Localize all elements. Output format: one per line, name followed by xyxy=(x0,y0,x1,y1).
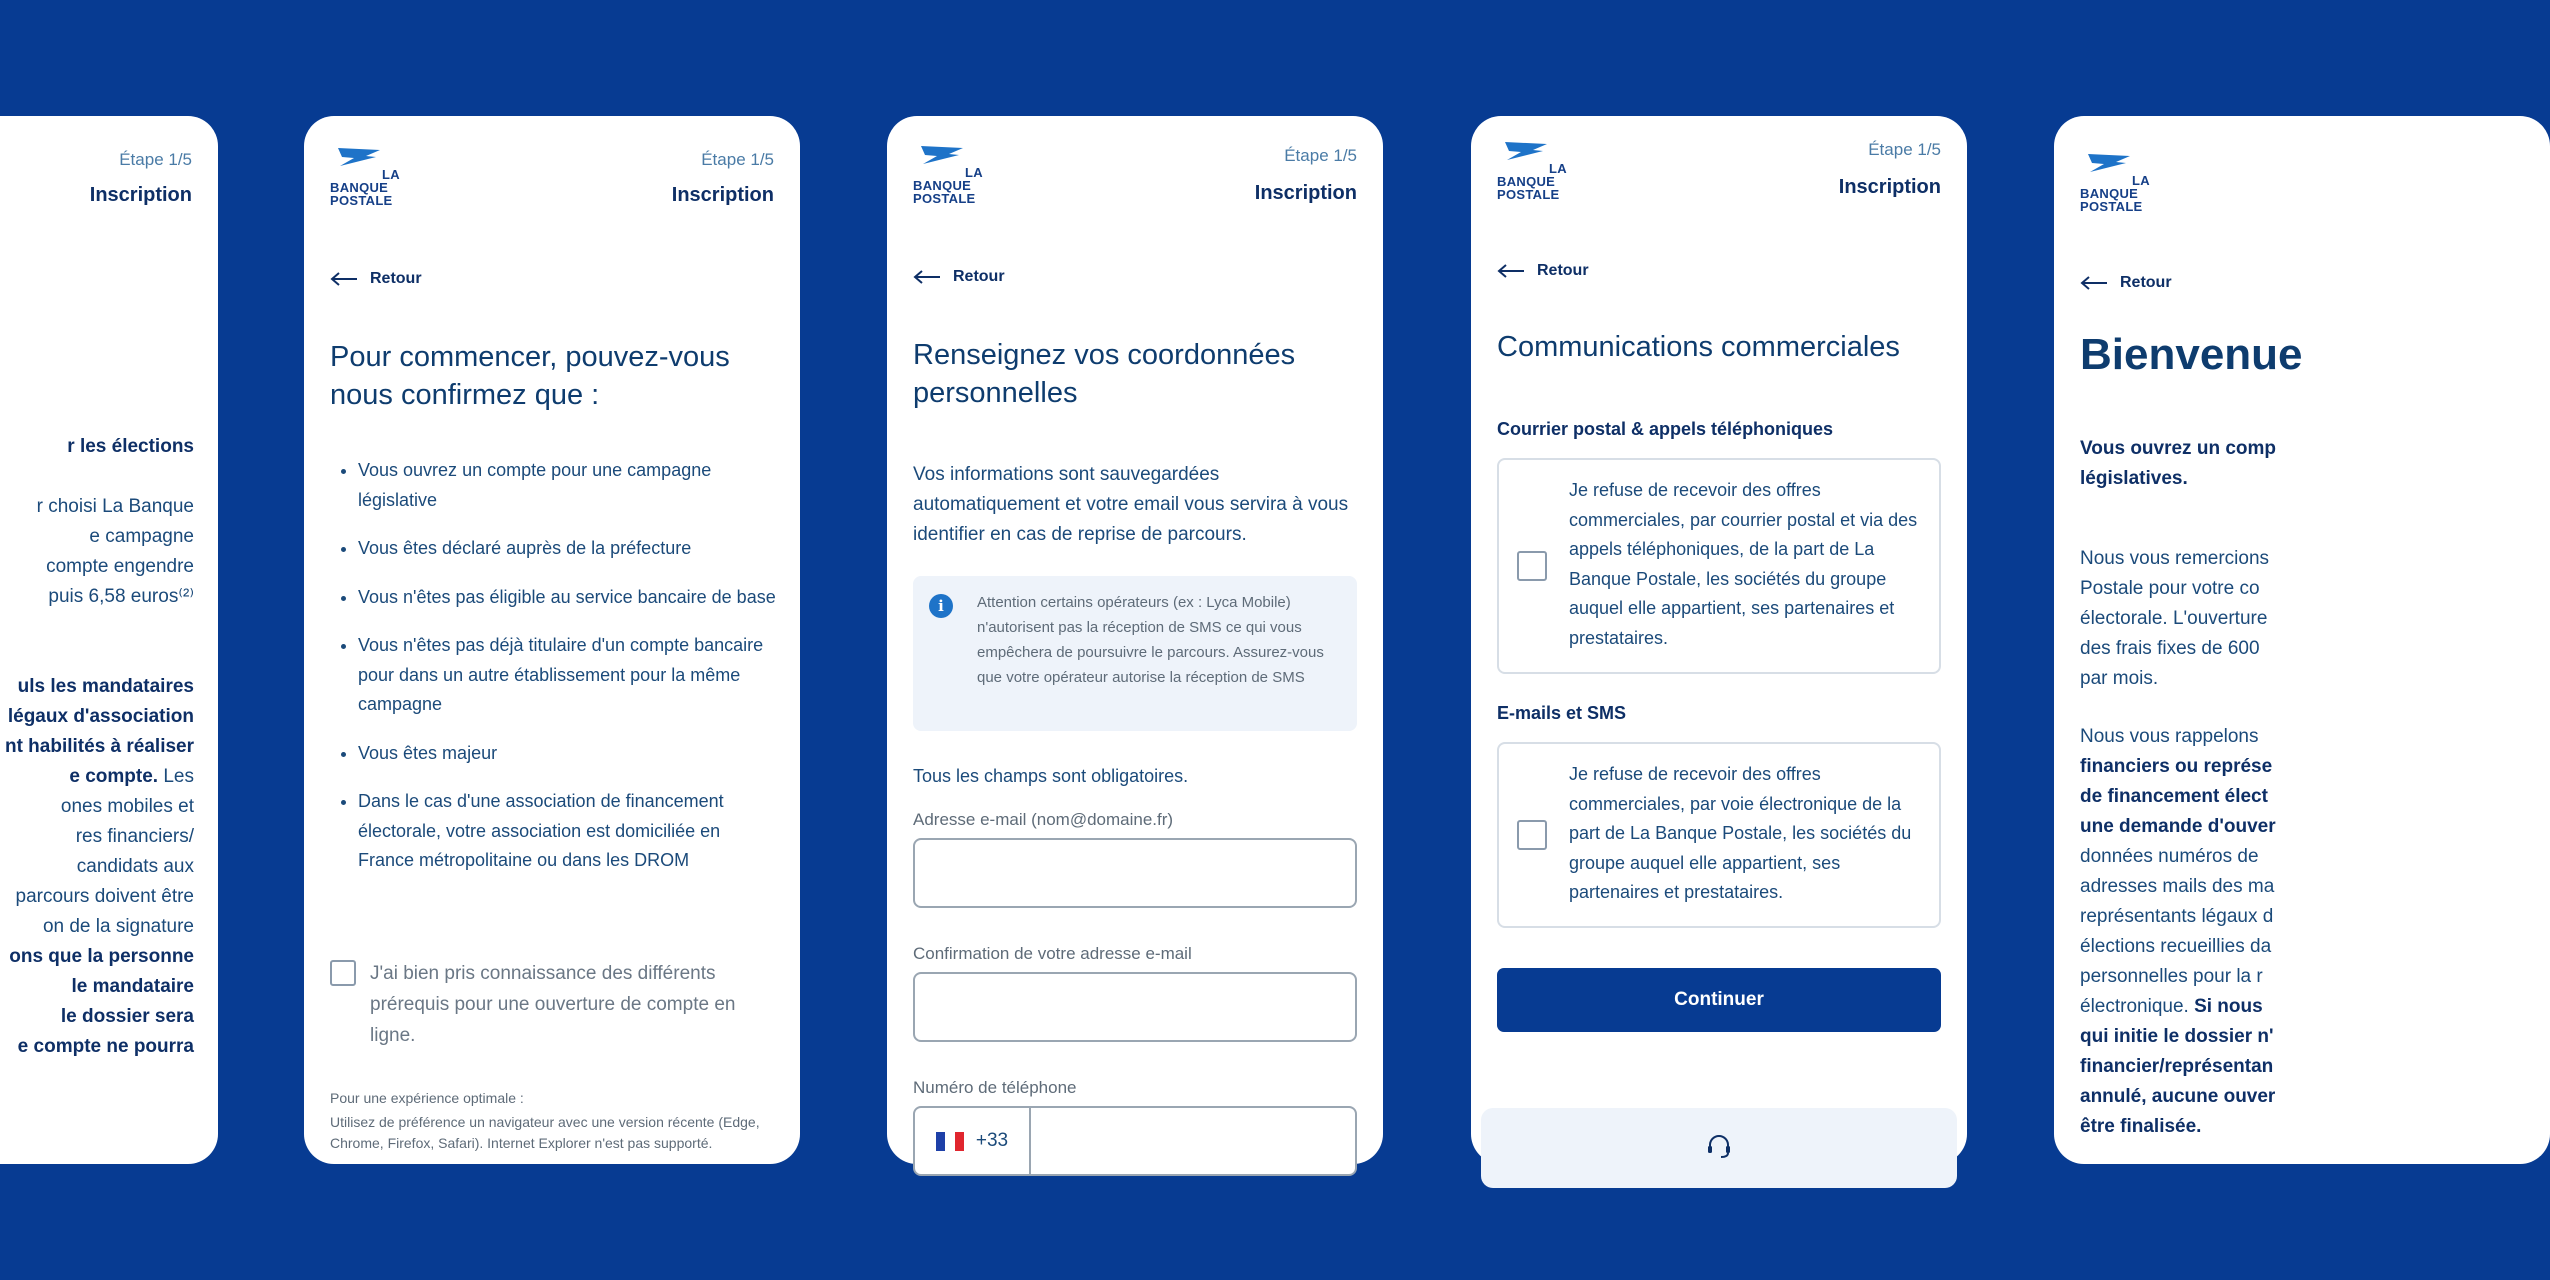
text-line: représentants légaux d xyxy=(2080,906,2274,927)
logo-text-la: LA xyxy=(382,167,400,182)
logo-text-banque: BANQUE xyxy=(1497,174,1556,189)
text-line: adresses mails des ma xyxy=(2080,876,2275,897)
screen-card-communications xyxy=(1471,116,1967,1164)
ack-label: J'ai bien pris connaissance des différents prérequis pour une ouverture de compte en ligne. xyxy=(370,963,736,1046)
email-label: Adresse e-mail (nom@domaine.fr) xyxy=(913,810,1174,829)
brand-logo xyxy=(1497,140,1577,202)
required-note: Tous les champs sont obligatoires. xyxy=(913,766,1189,786)
france-flag-icon xyxy=(936,1132,964,1151)
continue-button[interactable]: Continuer xyxy=(1497,968,1941,1032)
screen-heading: Communications commerciales xyxy=(1497,331,1900,363)
email-field[interactable] xyxy=(913,838,1357,908)
text-line: r les élections xyxy=(67,436,194,457)
text-line: élections recueillies da xyxy=(2080,936,2272,957)
country-code: +33 xyxy=(975,1130,1009,1151)
step-indicator: Étape 1/5 xyxy=(119,150,192,169)
page-title: Inscription xyxy=(89,184,192,206)
step-indicator: Étape 1/5 xyxy=(1868,140,1941,159)
headset-icon xyxy=(1705,1132,1733,1160)
screen-heading: Bienvenue xyxy=(2080,330,2303,379)
logo-text-postale: POSTALE xyxy=(913,191,976,206)
text-line: une demande d'ouver xyxy=(2080,816,2276,837)
screen-heading: Pour commencer, pouvez-vous nous confirmez que : xyxy=(330,341,730,411)
text-line: puis 6,58 euros⁽²⁾ xyxy=(48,586,194,607)
logo-text-la: LA xyxy=(2132,173,2150,188)
page-title: Inscription xyxy=(671,184,774,206)
text-line: ons que la personne xyxy=(9,946,194,967)
info-banner xyxy=(913,576,1357,731)
text-line: Nous vous rappelons xyxy=(2080,726,2259,747)
screen-card-welcome xyxy=(2054,116,2550,1164)
brand-logo xyxy=(913,144,993,206)
screen-card-partial-left xyxy=(0,116,218,1164)
text-line: des frais fixes de 600 xyxy=(2080,638,2260,659)
text-line: le dossier sera xyxy=(60,1006,194,1027)
arrow-left-icon xyxy=(913,269,941,285)
section-title-postal: Courrier postal & appels téléphoniques xyxy=(1497,419,1834,439)
arrow-left-icon xyxy=(2080,275,2108,291)
back-link[interactable] xyxy=(2080,274,2172,292)
optout-email-option[interactable] xyxy=(1497,742,1941,928)
phone-field[interactable] xyxy=(913,1106,1357,1176)
optout-postal-checkbox[interactable] xyxy=(1517,551,1547,581)
list-item: • Vous êtes majeur xyxy=(358,739,778,769)
back-link[interactable] xyxy=(330,270,422,288)
note-title: Pour une expérience optimale : xyxy=(330,1090,524,1106)
list-item: • Vous n'êtes pas éligible au service bancaire de base xyxy=(358,583,778,613)
back-link[interactable] xyxy=(1497,262,1589,280)
optout-postal-option[interactable] xyxy=(1497,458,1941,674)
logo-text-postale: POSTALE xyxy=(2080,199,2143,214)
list-item: • Dans le cas d'une association de financement électorale, votre association est domiciliée en France métropolitaine ou dans les DROM xyxy=(358,787,778,876)
logo-wing-icon xyxy=(1503,140,1549,162)
text-line: électronique. Si nous xyxy=(2080,996,2263,1017)
logo-text-postale: POSTALE xyxy=(1497,187,1560,202)
logo-text-la: LA xyxy=(965,165,983,180)
back-label: Retour xyxy=(953,268,1005,285)
text-line: annulé, aucune ouver xyxy=(2080,1086,2276,1107)
intro-text: Vos informations sont sauvegardées automatiquement et votre email vous servira à vous identifier en cas de reprise de parcours. xyxy=(913,464,1349,545)
text-line: nt habilités à réaliser xyxy=(4,736,194,757)
logo-wing-icon xyxy=(2086,152,2132,174)
text-line: e campagne xyxy=(89,526,194,547)
section-title-email-sms: E-mails et SMS xyxy=(1497,703,1627,723)
info-icon: i xyxy=(929,594,953,618)
text-line: financiers ou représe xyxy=(2080,756,2273,777)
back-label: Retour xyxy=(370,270,422,287)
text-line: compte engendre xyxy=(46,556,194,577)
logo-text-banque: BANQUE xyxy=(330,180,389,195)
prerequisites-list xyxy=(330,456,778,895)
text-line: données numéros de xyxy=(2080,846,2259,867)
text-line: qui initie le dossier n' xyxy=(2080,1026,2274,1047)
text-line: Postale pour votre co xyxy=(2080,578,2260,599)
back-label: Retour xyxy=(2120,274,2172,291)
optout-postal-label: Je refuse de recevoir des offres commerciales, par courrier postal et via des appels téléphoniques, de la part de La Banque Postale, les sociétés du groupe auquel elle appartient, ses partenaires et prestataires. xyxy=(1569,480,1918,648)
brand-logo xyxy=(330,146,410,208)
info-text: Attention certains opérateurs (ex : Lyca Mobile) n'autorisent pas la réception de SMS ce qui vous empêchera de poursuivre le parcours. Assurez-vous que votre opérateur autorise la réception de SMS xyxy=(977,594,1324,686)
step-indicator: Étape 1/5 xyxy=(701,150,774,169)
list-item: • Vous ouvrez un compte pour une campagne législative xyxy=(358,456,778,515)
optout-email-label: Je refuse de recevoir des offres commerciales, par voie électronique de la part de La Banque Postale, les sociétés du groupe auquel elle appartient, ses partenaires et prestataires. xyxy=(1569,764,1912,902)
logo-text-la: LA xyxy=(1549,161,1567,176)
list-item: • Vous n'êtes pas déjà titulaire d'un compte bancaire pour dans un autre établissement pour la même campagne xyxy=(358,631,778,720)
page-title: Inscription xyxy=(1838,176,1941,198)
text-line: candidats aux xyxy=(76,856,194,877)
logo-text-postale: POSTALE xyxy=(330,193,393,208)
text-line: financier/représentan xyxy=(2080,1056,2274,1077)
text-line: législatives. xyxy=(2080,468,2188,489)
logo-text-banque: BANQUE xyxy=(2080,186,2139,201)
text-line: Nous vous remercions xyxy=(2080,548,2270,569)
note-body: Utilisez de préférence un navigateur avec une version récente (Edge, Chrome, Firefox, Safari). Internet Explorer n'est pas supporté. xyxy=(330,1114,760,1151)
text-line: res financiers/ xyxy=(75,826,194,847)
text-line: le mandataire xyxy=(71,976,194,997)
text-line: e compte ne pourra xyxy=(17,1036,194,1057)
text-line: on de la signature xyxy=(42,916,194,937)
text-line: légaux d'association xyxy=(7,706,194,727)
logo-text-banque: BANQUE xyxy=(913,178,972,193)
back-label: Retour xyxy=(1537,262,1589,279)
list-item: • Vous êtes déclaré auprès de la préfecture xyxy=(358,534,778,564)
ack-row[interactable] xyxy=(330,958,774,1051)
ack-checkbox[interactable] xyxy=(330,960,356,986)
text-line: ones mobiles et xyxy=(60,796,194,817)
confirm-email-field[interactable] xyxy=(913,972,1357,1042)
screen-card-contact-details xyxy=(887,116,1383,1164)
text-line: Vous ouvrez un comp xyxy=(2080,438,2277,459)
text-line: personnelles pour la r xyxy=(2080,966,2263,987)
step-indicator: Étape 1/5 xyxy=(1284,146,1357,165)
text-line: par mois. xyxy=(2080,668,2159,689)
brand-logo xyxy=(2080,152,2160,214)
arrow-left-icon xyxy=(1497,263,1525,279)
text-line: électorale. L'ouverture xyxy=(2080,608,2268,629)
text-line: uls les mandataires xyxy=(17,676,194,697)
screen-card-prerequisites xyxy=(304,116,800,1164)
page-title: Inscription xyxy=(1254,182,1357,204)
text-line: de financement élect xyxy=(2080,786,2268,807)
logo-wing-icon xyxy=(336,146,382,168)
optout-email-checkbox[interactable] xyxy=(1517,820,1547,850)
text-line: r choisi La Banque xyxy=(36,496,194,517)
text-line: e compte. Les xyxy=(69,766,194,787)
country-code-select[interactable] xyxy=(915,1108,1031,1174)
text-line: être finalisée. xyxy=(2080,1116,2202,1137)
arrow-left-icon xyxy=(330,271,358,287)
back-link[interactable] xyxy=(913,268,1005,286)
logo-wing-icon xyxy=(919,144,965,166)
screen-heading: Renseignez vos coordonnées personnelles xyxy=(913,339,1296,409)
phone-label: Numéro de téléphone xyxy=(913,1078,1077,1097)
help-bar[interactable] xyxy=(1481,1108,1957,1188)
confirm-email-label: Confirmation de votre adresse e-mail xyxy=(913,944,1192,963)
text-line: parcours doivent être xyxy=(15,886,194,907)
